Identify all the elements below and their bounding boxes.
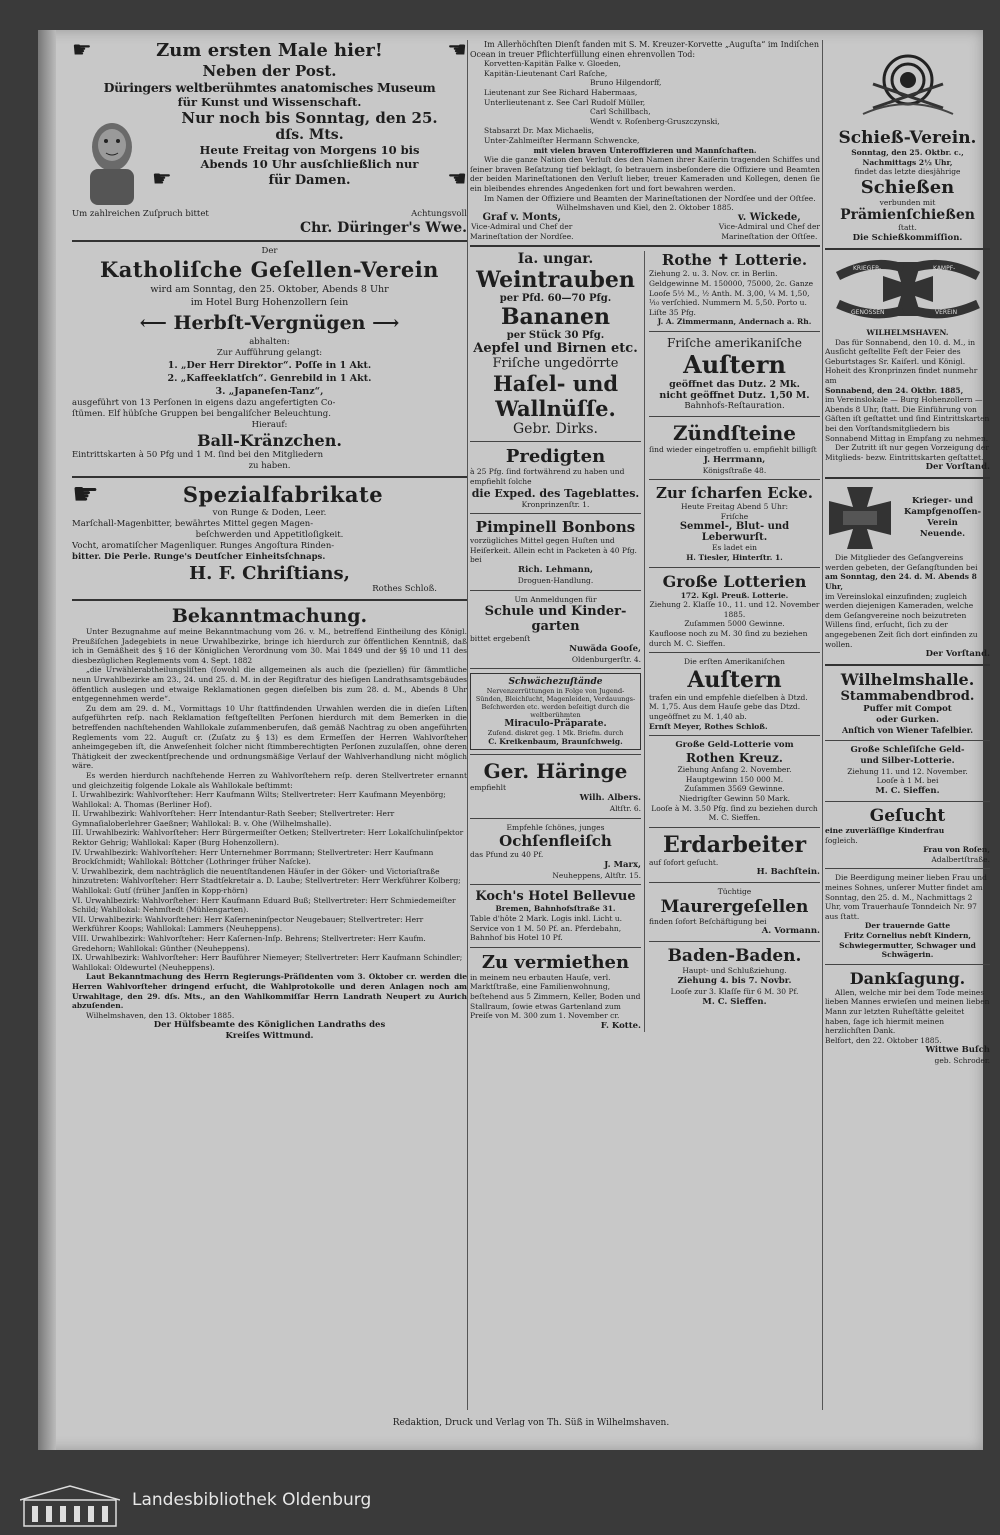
maurergesellen-ad: [649, 887, 820, 937]
signatory-title: Vice-Admiral und Chef der: [718, 222, 820, 232]
pointing-hand-right-icon: ☛: [72, 477, 99, 512]
notice-date: Wilhelmshaven, den 13. Oktober 1885.: [86, 1010, 235, 1020]
ad-line: Aepfel und Birnen etc.: [473, 341, 638, 357]
fallen-name: Unter-Zahlmeiſter Hermann Schwencke,: [484, 135, 640, 145]
ad-line: die Exped. des Tageblattes.: [471, 486, 640, 500]
fallen-name: Kapitän-Lieutenant Carl Raſche,: [484, 68, 608, 78]
ad-line: J. A. Zimmermann, Andernach a. Rh.: [657, 317, 812, 327]
ad-line: finden ſofort Beſchäftigung bei: [649, 916, 767, 926]
ad-line: Zuſammen 5000 Gewinne.: [684, 619, 785, 629]
museum-ad-line: Neben der Post.: [202, 62, 337, 80]
wilhelmshalle-heading: Wilhelmshalle.: [840, 670, 975, 690]
museum-ad-line: Abends 10 Uhr ausſchließlich nur: [200, 157, 419, 171]
pointing-hand-right-icon: ☛: [72, 40, 92, 63]
ad-line: Schule und Kinder-: [484, 604, 627, 620]
ad-line: ſogleich.: [825, 835, 858, 845]
maurergesellen-heading: Maurergeſellen: [660, 896, 809, 917]
ad-line: beſchwerden und Appetitloſigkeit.: [195, 530, 344, 540]
rothe-lotterie-ad: [649, 251, 820, 327]
ad-line: Nervenzerrüttungen in Folge von Jugend-Sünden, Bleichſucht, Magenleiden, Verdauungs-Beſchwerden etc. werden beſeitigt durch die weltberühmten: [475, 687, 636, 720]
ad-line: M. C. Sieffen.: [875, 786, 940, 796]
ad-line: und Silber-Lotterie.: [860, 755, 955, 766]
ad-line: Sonntag, den 25. Oktbr. c., Nachmittags 2½ Uhr,: [851, 148, 964, 167]
ochsenfleisch-ad: [470, 823, 641, 881]
scharfe-ecke-ad: [649, 484, 820, 562]
column-1: [72, 40, 467, 1415]
ad-line: Looſe zur 3. Klaſſe für 6 M. 30 Pf.: [670, 987, 799, 997]
notice-paragraph: Die Mitglieder des Geſangvereins werden gebeten, der Geſangſtunden bei: [825, 553, 978, 572]
museum-ad-line: dſs. Mts.: [275, 127, 344, 143]
ad-line: abhalten:: [249, 337, 290, 347]
scharfe-ecke-heading: Zur ſcharfen Ecke.: [656, 484, 813, 503]
ad-line: Neuende.: [919, 529, 966, 540]
baden-baden-heading: Baden-Baden.: [667, 946, 802, 967]
district-entry: VIII. Urwahlbezirk: Wahlvorſteher: Herr Kaſernen-Inſp. Behrens; Stellvertreter: Herr Kaufm. Gredehorn; Wahllokal: Günther (Neuheppens).: [72, 934, 426, 953]
ad-line: Sonnabend, den 24. Oktbr. 1885,: [825, 385, 964, 395]
district-entry: III. Urwahlbezirk: Wahlvorſteher: Herr Bürgermeiſter Oetken; Stellvertreter: Herr Lokalſchulinſpektor Rektor Gehrig; Wahllokal: Kaper (Burg Hohenzollern).: [72, 828, 464, 848]
augusta-memorial-notice: [470, 40, 820, 241]
signatory-title: Marineſtation der Oſtſee.: [721, 231, 818, 241]
notice-paragraph: Allen, welche mir bei dem Tode meines lieben Mannes erwieſen und meinen lieben Mann zur letzten Ruheſtätte geleitet haben, ſage ich hiermit meinen herzlichſten Dank.: [825, 987, 990, 1036]
ad-line: Adalbertſtraße.: [931, 854, 990, 864]
ad-line: Puffer mit Compot: [863, 704, 952, 715]
ad-line: trafen ein und empfehle dieſelben à Dtzd. M. 1,75. Aus dem Hauſe gebe das Dtzd. ungeöffnet zu M. 1,40 ab.: [649, 692, 808, 721]
zuendsteine-heading: Zündſteine: [672, 421, 797, 446]
haeringe-heading: Ger. Häringe: [483, 759, 628, 784]
ad-line: F. Kotte.: [600, 1020, 641, 1031]
predigten-heading: Predigten: [505, 446, 606, 468]
district-entry: I. Urwahlbezirk: Wahlvorſteher: Herr Kaufmann Wilts; Stellvertreter: Herr Kaufmann Meyenbörg; Wahllokal: A. Thomas (Berliner Hof).: [72, 790, 446, 809]
austern-heading: Auſtern: [683, 350, 786, 380]
rothes-kreuz-lotterie-ad: [649, 740, 820, 823]
ad-line: Hauptgewinn 150 000 M.: [685, 774, 784, 784]
ad-line: nicht geöffnet Dutz. 1,50 M.: [659, 390, 810, 402]
column-rule-1: [467, 40, 468, 1410]
funeral-notice: [825, 873, 990, 959]
austern-meyer-ad: [649, 657, 820, 731]
ad-line: verbunden mit: [879, 197, 936, 207]
ad-line: Zuſend. diskret geg. 1 Mk. Briefm. durch: [487, 729, 624, 738]
ball-kraenzchen-heading: Ball-Kränzchen.: [197, 431, 342, 450]
ad-line: 2. „Kaffeeklatſch“. Genrebild in 1 Akt.: [167, 373, 372, 384]
target-emblem-icon: [853, 44, 963, 124]
fallen-name: Carl Schillbach,: [590, 107, 651, 117]
spezialfabrikate-ad: [72, 477, 467, 595]
ad-line: oder Gurken.: [876, 715, 939, 726]
ad-line: C. Kreikenbaum, Braunſchweig.: [488, 737, 623, 747]
ad-line: Empfehle ſchönes, junges: [506, 822, 605, 832]
museum-ad-line: Um zahlreichen Zuſpruch bittet: [72, 209, 209, 219]
notice-date: Wilhelmshaven und Kiel, den 2. Oktober 1885.: [556, 203, 734, 213]
signatory-name: v. Wickede,: [737, 211, 801, 223]
ad-line: ſind wieder eingetroffen u. empfiehlt billigſt: [649, 445, 817, 455]
iron-cross-emblem-icon: [833, 254, 983, 324]
ad-line: Der: [261, 246, 278, 256]
pointing-hand-right-icon: ☛: [152, 167, 172, 192]
ad-signature: Der Vorſtand.: [925, 649, 990, 660]
signatory-name: Graf v. Monts,: [482, 211, 562, 223]
ad-line: wird am Sonntag, den 25. Oktober, Abends 8 Uhr: [150, 284, 389, 295]
ornament-icon: ⟶: [365, 312, 400, 334]
notice-paragraph: Es werden hierdurch nachſtehende Herren zu Wahlvorſtehern reſp. deren Stellvertreter ernannt und gleichzeitig folgende Lokale als Wahllokale beſtimmt:: [72, 770, 467, 790]
ad-line: M. C. Sieffen.: [702, 996, 767, 1007]
ad-line: per Pfd. 60—70 Pfg.: [499, 293, 612, 305]
austern-bahnhof-ad: [649, 336, 820, 412]
column-2-left: [470, 251, 645, 1031]
ad-line: ausgeführt von 13 Perſonen in eigens dazu angefertigten Co-: [72, 398, 336, 408]
ad-line: Ia. ungar.: [517, 251, 594, 268]
bananen-heading: Bananen: [500, 304, 611, 331]
ad-line: Zuſammen 3569 Gewinne.: [684, 784, 785, 794]
ad-line: Kaufloose noch zu M. 30 ſind zu beziehen durch M. C. Sieffen.: [649, 628, 808, 648]
imprint-line: Redaktion, Druck und Verlag von Th. Süß in Wilhelmshaven.: [392, 1418, 670, 1428]
ad-line: Bahnhofs-Reſtauration.: [684, 401, 785, 412]
ad-line: Rich. Lehmann,: [518, 565, 593, 576]
schlesische-lotterie-ad: [825, 745, 990, 797]
miraculo-ad: [470, 673, 641, 750]
museum-ad-signature: Chr. Düringer's Wwe.: [299, 220, 467, 236]
iron-cross-icon: [825, 483, 895, 553]
district-entry: IX. Urwahlbezirk: Wahlvorſteher: Herr Bauführer Niemeyer; Stellvertreter: Herr Kaufmann Schindler; Wahllokal: Oldewurtel (Neuheppens).: [72, 953, 463, 972]
ochsenfleisch-heading: Ochſenfleiſch: [499, 832, 612, 851]
library-building-icon: [20, 1482, 120, 1530]
notice-paragraph: Wie die ganze Nation den Verluſt des den Namen ihrer Kaiſerin tragenden Schiffes und ſeiner braven Beſatzung tief beklagt, ſo betrauern insbeſondere die Offiziere und Beamten der beiden Marineſtationen den Verluſt lieber, treuer Kameraden und Kollegen, denen ſie ein bleibendes ehrendes Angedenken fort und fort bewahren werden.: [470, 155, 820, 193]
ad-line: Große Geld-Lotterie vom: [675, 740, 794, 751]
kriegerverein-wilhelmshaven-ad: [825, 254, 990, 473]
ad-line: Semmel-, Blut- und: [679, 521, 790, 533]
danksagung-heading: Dankſagung.: [849, 968, 966, 988]
ad-signature: Gebr. Dirks.: [513, 421, 598, 438]
ad-line: Friſche ungedörrte: [492, 356, 619, 372]
fallen-name: Korvetten-Kapitän Falke v. Gloeden,: [484, 59, 621, 69]
ad-line: 3. „Japaneſen-Tanz“,: [215, 386, 324, 397]
ribbon-text: GENOSSEN: [850, 308, 885, 316]
ad-line: Ziehung Anfang 2. November.: [677, 765, 792, 775]
museum-ad-line: für Kunst und Wissenschaft.: [177, 95, 362, 109]
ad-line: à 25 Pfg. ſind fortwährend zu haben und empfiehlt ſolche: [470, 467, 625, 487]
page-spine: [38, 30, 56, 1450]
ad-line: Ziehung 2. u. 3. Nov. cr. in Berlin.: [649, 269, 778, 279]
ad-line: Looſe à 1 M. bei: [876, 776, 939, 786]
ad-line: Ziehung 2. Klaſſe 10., 11. und 12. November 1885.: [649, 600, 820, 619]
library-name: Landesbibliothek Oldenburg: [132, 1490, 372, 1510]
ad-line: Königsſtraße 48.: [702, 465, 767, 475]
ad-line: geöffnet das Dutz. 2 Mk.: [669, 379, 800, 391]
ad-line: Wallnüſſe.: [495, 396, 616, 422]
predigten-ad: [470, 446, 641, 509]
ad-line: Der trauernde Gatte: [864, 921, 951, 931]
ad-line: Bremen, Bahnhofsſtraße 31.: [495, 904, 616, 914]
district-entry: IV. Urwahlbezirk: Wahlvorſteher: Herr Unternehmer Borrmann; Stellvertreter: Herr Kaufmann Brockſchmidt; Wahllokal: Böttcher (Lothringer früher Naſcke).: [72, 847, 434, 867]
ad-line: Leberwurſt.: [701, 532, 768, 544]
ad-line: Zur Aufführung gelangt:: [216, 348, 323, 358]
fruit-ad: [470, 251, 641, 437]
notice-paragraph: Unter Bezugnahme auf meine Bekanntmachung vom 26. v. M., betreffend Eintheilung des Königl. Preußiſchen Jadegebiets in neue Urwahlbezirke, bringe ich hierdurch zur öffentlichen Kenntniß, daß ich in Gemäßheit des § 16 der Königlichen Verordnung vom 30. Mai 1849 und der §§ 10 und 11 des diesbezüglichen Reglements vom 4. Sept. 1882: [72, 627, 467, 665]
hotel-bellevue-ad: [470, 889, 641, 942]
ad-line: vorzügliches Mittel gegen Huſten und Heiſerkeit. Allein echt in Packeten à 40 Pfg. bei: [470, 536, 637, 565]
ad-line: Haupt- und Schlußziehung.: [682, 966, 787, 976]
ribbon-text: KAMPF-: [932, 264, 955, 272]
pointing-hand-left-icon: ☚: [447, 167, 467, 192]
ad-line: Ernſt Meyer, Rothes Schloß.: [649, 721, 768, 731]
ad-line: bitter. Die Perle. Runge's Deutſcher Einheitsſchnaps.: [72, 552, 326, 562]
ad-line: ſtatt.: [898, 223, 917, 233]
ad-line: Geldgewinne M. 150000, 75000, 2c. Ganze Looſe 5½ M., ½ Anth. M. 3,00, ¼ M. 1,50, ¹⁄₁₀ verſchied. Nummern M. 5,50. Porto u. Liſte 35 Pfg.: [649, 279, 814, 317]
ad-line: 1. „Der Herr Direktor“. Poſſe in 1 Akt.: [167, 360, 372, 371]
erdarbeiter-ad: [649, 832, 820, 879]
notice-signature: Der Hülfsbeamte des Königlichen Landraths des: [153, 1020, 386, 1031]
ad-line: Rothes Schloß.: [372, 584, 437, 594]
hotel-bellevue-heading: Koch's Hotel Bellevue: [475, 889, 636, 905]
notice-paragraph: Laut Bekanntmachung des Herrn Regierungs-Präſidenten vom 3. Oktober cr. werden die Herren Wahlvorſteher dringend erſucht, die Wahlprotokolle und deren Anlagen noch am Urwahltage, den 29. dſs. Mts., an den Wahlkommiſſar Herrn Landrath Neupert zu Aurich abzuſenden.: [72, 972, 467, 1011]
gesellen-verein-ad: [72, 246, 467, 472]
haeringe-ad: [470, 759, 641, 813]
ad-line: am Sonntag, den 24. d. M. Abends 8 Uhr,: [825, 572, 977, 592]
ornament-icon: ⟵: [139, 312, 174, 334]
bekanntmachung-notice: [72, 605, 467, 1042]
ad-line: findet das letzte diesjährige: [854, 167, 961, 177]
ad-signature: Wittwe Buſch: [925, 1045, 990, 1056]
notice-paragraph: Zu dem am 29. d. M., Vormittags 10 Uhr ſtattfindenden Urwahlen werden die in dieſen Liſten aufgeführten reſp. nach Reklamation feſtgeſtellten Perſonen hierdurch mit dem Bemerken in die betreffenden nachſtehenden Wahllokale zuſammenberufen, daß gemäß Nachtrag zu oben angeführten Reglements vom 22. Auguſt cr. (Zuſatz zu § 13) es dem Ermeſſen der Herren Wahlvorſteher anheimgegeben iſt, die Anweſenheit ſolcher nicht ſtimmberechtigten Perſonen zuzulaſſen, ohne deren Thätigkeit der zweckentſprechende und ordnungsmäßige Verlauf der Wahlverhandlung nicht möglich wäre.: [72, 703, 467, 771]
ad-line: Haſel- und: [492, 371, 619, 397]
notice-paragraph: im Vereinslokale — Burg Hohenzollern — Abends 8 Uhr, ſtatt. Die Einführung von Gäſten iſt geſtattet und ſind Eintrittskarten bei den Vorſtandsmitgliedern bis Sonnabend Mittag in Empfang zu nehmen.: [825, 395, 990, 443]
signatory-title: Marineſtation der Nordſee.: [470, 231, 574, 241]
notice-paragraph: Im Namen der Offiziere und Beamten der Marineſtationen der Nordſee und der Oſtſee.: [484, 193, 816, 203]
ad-line: H. Bachſtein.: [756, 867, 820, 878]
ad-line: Friſche amerikaniſche: [667, 336, 802, 351]
fallen-name: Wendt v. Roſenberg-Gruszczynski,: [590, 116, 720, 126]
ad-line: Frau von Roſen,: [923, 845, 990, 855]
museum-figure-image: [72, 109, 152, 209]
ad-line: 172. Kgl. Preuß. Lotterie.: [680, 590, 789, 600]
column-rule-2: [822, 40, 823, 1410]
fallen-name: mit vielen braven Unteroffizieren und Mannſchaften.: [533, 145, 757, 155]
ad-line: das Pfund zu 40 Pf.: [470, 850, 544, 860]
ad-line: empfiehlt: [470, 783, 507, 793]
notice-signature: Kreiſes Wittmund.: [225, 1031, 314, 1042]
ad-line: geb. Schroder.: [934, 1056, 990, 1066]
ad-line: Kronprinzenſtr. 1.: [521, 499, 590, 509]
christians-signature: H. F. Chriſtians,: [189, 563, 350, 584]
ad-line: A. Vormann.: [761, 926, 820, 937]
praemienschiessen-heading: Prämienſchießen: [840, 207, 975, 224]
grosse-lotterien-ad: [649, 572, 820, 649]
ad-line: Krieger- und: [911, 496, 974, 507]
column-2: [470, 40, 820, 1415]
district-entry: II. Urwahlbezirk: Wahlvorſteher: Herr Intendantur-Rath Seeber; Stellvertreter: Herr Gymnaſialoberlehrer Gaeßner; Wahllokal: B. v. Ohe (Wilhelmshalle).: [72, 809, 395, 828]
ad-line: Looſe à M. 3.50 Pfg. ſind zu beziehen durch M. C. Sieffen.: [651, 803, 818, 823]
ad-line: Droguen-Handlung.: [517, 576, 594, 586]
fallen-name: Unterlieutenant z. See Carl Rudolf Müller,: [484, 97, 646, 107]
ad-line: auf ſofort geſucht.: [649, 857, 719, 867]
ad-line: Es ladet ein: [712, 543, 757, 553]
ribbon-text: VEREIN: [934, 308, 957, 316]
ad-line: Große Schleſiſche Geld-: [850, 744, 965, 755]
ad-line: Verein: [927, 518, 958, 529]
schiess-verein-ad: [825, 44, 990, 244]
ad-line: Nuwäda Gooſe,: [569, 643, 641, 654]
ad-line: Die erſten Amerikaniſchen: [684, 657, 785, 667]
ad-line: Stammabendbrod.: [840, 689, 975, 705]
spezialfabrikate-title: Spezialfabrikate: [182, 482, 384, 507]
ad-line: Ziehung 11. und 12. November.: [847, 766, 968, 776]
ad-line: Marſchall-Magenbitter, bewährtes Mittel gegen Magen-: [72, 519, 314, 529]
ad-line: per Stück 30 Pfg.: [506, 330, 605, 342]
ad-line: Neuheppens, Altſtr. 15.: [552, 870, 641, 880]
herbst-vergnuegen-heading: Herbſt-Vergnügen: [173, 312, 366, 334]
ad-line: Heute Freitag Abend 5 Uhr:: [680, 502, 789, 512]
ad-line: Oldenburgerſtr. 4.: [571, 654, 641, 664]
ad-line: Tüchtige: [717, 887, 752, 897]
fallen-name: Stabsarzt Dr. Max Michaelis,: [484, 126, 595, 136]
zuendsteine-ad: [649, 421, 820, 475]
ad-line: Vocht, aromatiſcher Magenliquer. Runges Angoſtura Rinden-: [72, 541, 335, 551]
museum-ad-line: für Damen.: [268, 172, 351, 188]
ad-line: Schwiegermutter, Schwager und Schwägerin.: [839, 940, 976, 960]
ad-line: Altſtr. 6.: [609, 804, 641, 813]
ad-line: Kampfgenoſſen-: [903, 507, 982, 518]
weintrauben-heading: Weintrauben: [476, 267, 635, 294]
gesucht-heading: Geſucht: [869, 806, 946, 826]
notice-paragraph: „die Urwählerabtheilungsliſten (ſowohl die allgemeinen als auch die ſpeziellen) für ſämmtliche neun Urwahlbezirke am 23., 24. und 25. d. M. in der Regiſtratur des hieſigen Landrathsamtsgebäudes öffentlich auslegen und etwaige Reklamationen gegen dieſelben bis zum 28. d. M., Abends 8 Uhr entgegennehmen werde“.: [72, 665, 467, 704]
ad-signature: Der Vorſtand.: [925, 462, 990, 473]
ad-line: ſtümen. Elf hübſche Gruppen bei bengaliſcher Beleuchtung.: [72, 409, 331, 419]
bekanntmachung-title: Bekanntmachung.: [171, 605, 368, 627]
ad-line: Friſche: [720, 511, 749, 521]
museum-ad: [72, 40, 467, 236]
ad-line: in meinem neu erbauten Hauſe, verl. Marktſtraße, eine Familienwohnung, beſtehend aus 5 Zimmern, Keller, Boden und Stallraum, ſowie etwas Gartenland zum Preiſe von M. 300 zum 1. November cr.: [470, 972, 641, 1021]
kriegerverein-neuende-ad: [825, 483, 990, 660]
notice-paragraph: Im Allerhöchſten Dienſt fanden mit S. M. Kreuzer-Korvette „Auguſta“ im Indiſchen Ocean in treuer Pflichterfüllung einen ehrenvollen Tod:: [470, 40, 820, 59]
fallen-name: Lieutenant zur See Richard Habermaas,: [484, 87, 638, 97]
museum-ad-line: Achtungsvoll: [411, 209, 467, 219]
notice-paragraph: im Vereinslokal einzufinden; zugleich werden diejenigen Kameraden, welche dem Geſangvereine noch beizutreten Willens ſind, erſucht, ſich zu der angegebenen Zeit ſich dort einfinden zu wollen.: [825, 591, 978, 649]
ad-line: Miraculo-Präparate.: [504, 719, 607, 730]
gesucht-ad: [825, 806, 990, 864]
pimpinell-heading: Pimpinell Bonbons: [475, 518, 636, 537]
ad-line: J. Herrmann,: [703, 454, 766, 465]
austern-heading: Auſtern: [687, 666, 782, 693]
zu-vermiethen-heading: Zu vermiethen: [481, 951, 630, 973]
museum-ad-headline: Zum ersten Male hier!: [156, 40, 383, 61]
notice-paragraph: Das für Sonnabend, den 10. d. M., in Ausſicht geſtellte Feſt der Feier des Geburtstages Sr. Kaiſerl. und Königl. Hoheit des Kronprinzen findet nunmehr am: [825, 337, 978, 385]
column-2-right: [649, 251, 820, 1031]
library-footer: [0, 1478, 1000, 1535]
ad-line: Niedrigſter Gewinn 50 Mark.: [678, 793, 791, 803]
ad-line: zu haben.: [248, 461, 291, 471]
erdarbeiter-heading: Erdarbeiter: [662, 831, 807, 858]
danksagung-notice: [825, 969, 990, 1066]
ad-line: Ziehung 4. bis 7. Novbr.: [677, 976, 792, 987]
ad-line: Um Anmeldungen für: [514, 594, 597, 604]
ad-line: Anſtich von Wiener Tafelbier.: [841, 725, 974, 736]
ad-line: WILHELMSHAVEN.: [866, 327, 949, 337]
ad-line: Rothen Kreuz.: [686, 751, 783, 766]
schiess-verein-title: Schieß-Verein.: [838, 128, 977, 148]
ad-line: J. Marx,: [604, 859, 641, 870]
column-3: [825, 40, 990, 1415]
museum-ad-title: Düringers weltberühmtes anatomisches Museum: [103, 80, 436, 95]
ad-line: Wilh. Albers.: [579, 793, 641, 803]
ribbon-text: KRIEGER-: [852, 264, 881, 272]
gesellen-verein-title: Katholiſche Geſellen-Verein: [100, 257, 439, 282]
schule-ad: [470, 595, 641, 665]
museum-ad-line: Heute Freitag von Morgens 10 bis: [199, 143, 420, 157]
ad-line: bittet ergebenſt: [470, 634, 531, 644]
ad-line: Schwächezuſtände: [508, 677, 603, 688]
district-entry: V. Urwahlbezirk, dem nachträglich die neuentſtandenen Häuſer in der Göker- und Victoriaſtraße hinzutreten: Wahlvorſteher: Herr Stadtſekretair a. D. Laube; Stellvertreter: Herr Werkführer Kolberg; Wahllokal: Gutſ (früher Janſſen in Kopp-rhörn): [72, 866, 461, 896]
signatory-title: Vice-Admiral und Chef der: [471, 222, 573, 232]
wilhelmshalle-ad: [825, 670, 990, 736]
notice-paragraph: Die Beerdigung meiner lieben Frau und meines Sohnes, unſerer Mutter findet am Sonntag, den 25. d. M., Nachmittags 2 Uhr, vom Trauerhauſe Tonndeich Nr. 97 aus ſtatt.: [825, 873, 987, 921]
ad-line: von Runge & Doden, Leer.: [212, 508, 327, 518]
district-entry: VII. Urwahlbezirk: Wahlvorſteher: Herr Kaſerneninſpector Neugebauer; Stellvertreter: Herr Werkführer Koops; Wahllokal: Lammers (Neuheppens).: [72, 914, 424, 934]
pimpinell-ad: [470, 518, 641, 585]
grosse-lotterien-heading: Große Lotterien: [662, 571, 807, 591]
ad-line: Eintrittskarten à 50 Pfg und 1 M. ſind bei den Mitgliedern: [72, 450, 324, 460]
ad-line: Table d'hôte 2 Mark. Logis inkl. Licht u. Service von 1 M. 50 Pf. an. Pferdebahn, Bahnhof bis Hotel 10 Pf.: [470, 913, 623, 943]
pointing-hand-left-icon: ☚: [447, 40, 467, 63]
notice-paragraph: Der Zutritt iſt nur gegen Vorzeigung der Mitglieds- bezw. Eintrittskarten geſtattet.: [825, 443, 989, 462]
zu-vermiethen-ad: [470, 952, 641, 1032]
museum-ad-line: Nur noch bis Sonntag, den 25.: [181, 109, 438, 127]
district-entry: VI. Urwahlbezirk: Wahlvorſteher: Herr Kaufmann Eduard Buß; Stellvertreter: Herr Schmiedemeiſter Schild; Wahllokal: Nehmſtedt (Mühlengarten).: [72, 895, 456, 915]
schiessen-heading: Schießen: [860, 176, 955, 198]
ad-line: garten: [531, 619, 580, 635]
ad-signature: Die Schießkommiſſion.: [852, 232, 963, 243]
baden-baden-ad: [649, 946, 820, 1007]
ad-line: Fritz Cornelius nebſt Kindern,: [843, 930, 972, 940]
ad-line: Hierauf:: [251, 420, 288, 430]
fallen-name: Bruno Hilgendorff,: [590, 78, 662, 88]
ad-line: eine zuverläſſige Kinderfrau: [825, 826, 945, 835]
ad-line: H. Tiesler, Hinterſtr. 1.: [686, 553, 783, 562]
notice-date: Belfort, den 22. Oktober 1885.: [825, 1035, 942, 1045]
rothe-lotterie-heading: Rothe ✝ Lotterie.: [661, 251, 808, 270]
ad-line: im Hotel Burg Hohenzollern ſein: [190, 297, 349, 308]
